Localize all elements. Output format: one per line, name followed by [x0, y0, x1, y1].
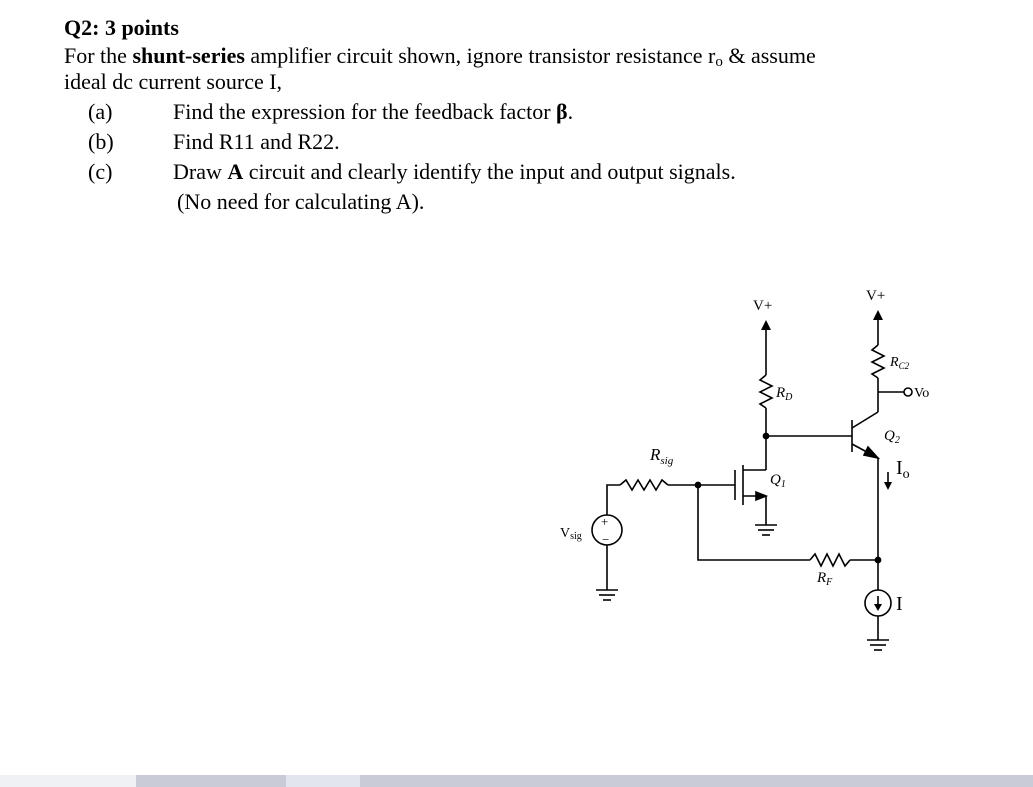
question-title: Q2: 3 points [64, 15, 179, 40]
item-c-label: (c) [88, 159, 113, 184]
vplus-1-label: V+ [753, 298, 773, 314]
ground-symbol-q1 [755, 525, 777, 535]
rf-label: $R_F$ [817, 570, 833, 588]
item-c-note: (No need for calculating A). [177, 189, 425, 214]
q1-mosfet [735, 436, 766, 525]
item-c-text-a: Draw [173, 159, 228, 184]
intro-bold-term: shunt-series [132, 43, 245, 68]
item-c-text-b: circuit and clearly identify the input and output signals. [243, 159, 736, 184]
vo-label: Vo [914, 386, 930, 401]
item-a-label: (a) [88, 99, 113, 124]
item-b-label: (b) [88, 129, 114, 154]
item-b-text-a: Find R11 and R22. [173, 129, 340, 154]
rf-resistor [810, 554, 850, 566]
question-intro-line2: ideal dc current source I, [64, 69, 283, 94]
vsig-plus: + [601, 514, 609, 529]
vo-terminal [904, 388, 912, 396]
rsig-resistor [620, 480, 668, 490]
rc2-label: $R_{C2}$ [890, 355, 910, 371]
vplus-2-label: V+ [866, 288, 886, 304]
vsig-top-wire [607, 485, 620, 515]
item-a-text-a: Find the expression for the feedback factor [173, 99, 557, 124]
scrollbar-segment [0, 775, 136, 787]
intro-prefix: For the [64, 43, 133, 68]
intro-suffix-b: & assume [722, 43, 816, 68]
q1-label: $Q_1$ [770, 472, 786, 490]
scrollbar-segment [286, 775, 360, 787]
rc2-resistor [872, 345, 884, 378]
bottom-scrollbar[interactable] [0, 775, 1033, 787]
current-source-arrow-head [874, 604, 882, 611]
ground-symbol-vsig [596, 590, 618, 600]
vsig-label: Vsig [560, 526, 582, 542]
ground-symbol-source [867, 640, 889, 650]
item-a-bold: β [556, 99, 568, 124]
rd-resistor [760, 375, 772, 408]
current-source-label: I [896, 593, 903, 615]
rd-label: $R_D$ [776, 385, 793, 403]
vplus-1-arrow [761, 320, 771, 330]
intro-subscript: o [715, 54, 723, 70]
vplus-2-arrow [873, 310, 883, 320]
vsig-minus: − [602, 532, 610, 547]
intro-suffix-a: amplifier circuit shown, ignore transistor resistance r [244, 43, 716, 68]
q2-label: $Q_2$ [884, 428, 900, 446]
rsig-label: $R_{sig}$ [650, 445, 674, 467]
item-c-bold: A [227, 159, 244, 184]
q2-bjt [852, 412, 878, 458]
io-arrow-head [884, 482, 892, 490]
item-a-text-b: . [567, 99, 574, 124]
io-label: $I_o$ [896, 457, 910, 482]
